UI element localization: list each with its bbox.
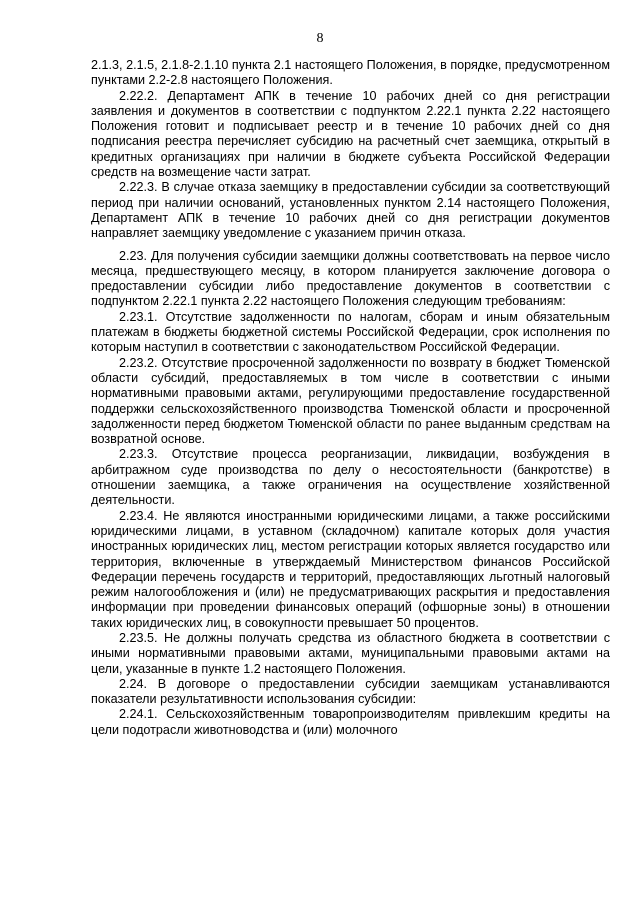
document-body — [91, 58, 610, 738]
paragraph-continuation: 2.1.3, 2.1.5, 2.1.8-2.1.10 пункта 2.1 настоящего Положения, в порядке, предусмотренном пунктами 2.2-2.8 настоящего Положения. — [91, 58, 610, 88]
paragraph-2-23-1: 2.23.1. Отсутствие задолженности по налогам, сборам и иным обязательным платежам в бюджеты бюджетной системы Российской Федерации, срок исполнения по которым наступил в соответствии с законодательством Российской Федерации. — [91, 309, 610, 355]
paragraph-2-22-3: 2.22.3. В случае отказа заемщику в предоставлении субсидии за соответствующий период при наличии оснований, установленных пунктом 2.14 настоящего Положения, Департамент АПК в течение 10 рабочих дней со дня регистрации документов направляет заемщику уведомление с указанием причин отказа. — [91, 180, 610, 241]
paragraph-2-23-5: 2.23.5. Не должны получать средства из областного бюджета в соответствии с иными нормативными правовыми актами, муниципальными правовыми актами на цели, указанные в пункте 1.2 настоящего Положения. — [91, 630, 610, 676]
paragraph-2-22-2: 2.22.2. Департамент АПК в течение 10 рабочих дней со дня регистрации заявления и документов в соответствии с подпунктом 2.22.1 пункта 2.22 настоящего Положения готовит и подписывает реестр и в течение 10 рабочих дней со дня подписания реестра перечисляет субсидию на расчетный счет заемщика, открытый в кредитных организациях при наличии в бюджете субъекта Российской Федерации средств на возмещение части затрат. — [91, 88, 610, 180]
paragraph-2-23-4: 2.23.4. Не являются иностранными юридическими лицами, а также российскими юридическими лицами, в уставном (складочном) капитале которых доля участия иностранных юридических лиц, местом регистрации которых является государство или территория, включенные в утверждаемый Министерством финансов Российской Федерации перечень государств и территорий, предоставляющих льготный налоговый режим налогообложения и (или) не предусматривающих раскрытия и предоставления информации при проведении финансовых операций (офшорные зоны) в отношении таких юридических лиц, в совокупности превышает 50 процентов. — [91, 508, 610, 630]
paragraph-2-24-1: 2.24.1. Сельскохозяйственным товаропроизводителям привлекшим кредиты на цели подотрасли животноводства и (или) молочного — [91, 707, 610, 737]
page-number: 8 — [316, 31, 324, 46]
paragraph-2-23-2: 2.23.2. Отсутствие просроченной задолженности по возврату в бюджет Тюменской области субсидий, предоставляемых в том числе в соответствии с иными нормативными правовыми актами, регулирующими предоставление государственной поддержки сельскохозяйственного производства Тюменской области и просроченной задолженности перед бюджетом Тюменской области по ранее выданным средствам на возвратной основе. — [91, 355, 610, 447]
paragraph-2-24: 2.24. В договоре о предоставлении субсидии заемщикам устанавливаются показатели результативности использования субсидии: — [91, 676, 610, 707]
paragraph-2-23-3: 2.23.3. Отсутствие процесса реорганизации, ликвидации, возбуждения в арбитражном суде производства по делу о несостоятельности (банкротстве) в отношении заемщика, а также ограничения на осуществление хозяйственной деятельности. — [91, 447, 610, 508]
paragraph-2-23: 2.23. Для получения субсидии заемщики должны соответствовать на первое число месяца, предшествующего месяцу, в котором планируется заключение договора о предоставлении субсидии либо предоставление документов в соответствии с подпунктом 2.22.1 пункта 2.22 настоящего Положения следующим требованиям: — [91, 248, 610, 309]
